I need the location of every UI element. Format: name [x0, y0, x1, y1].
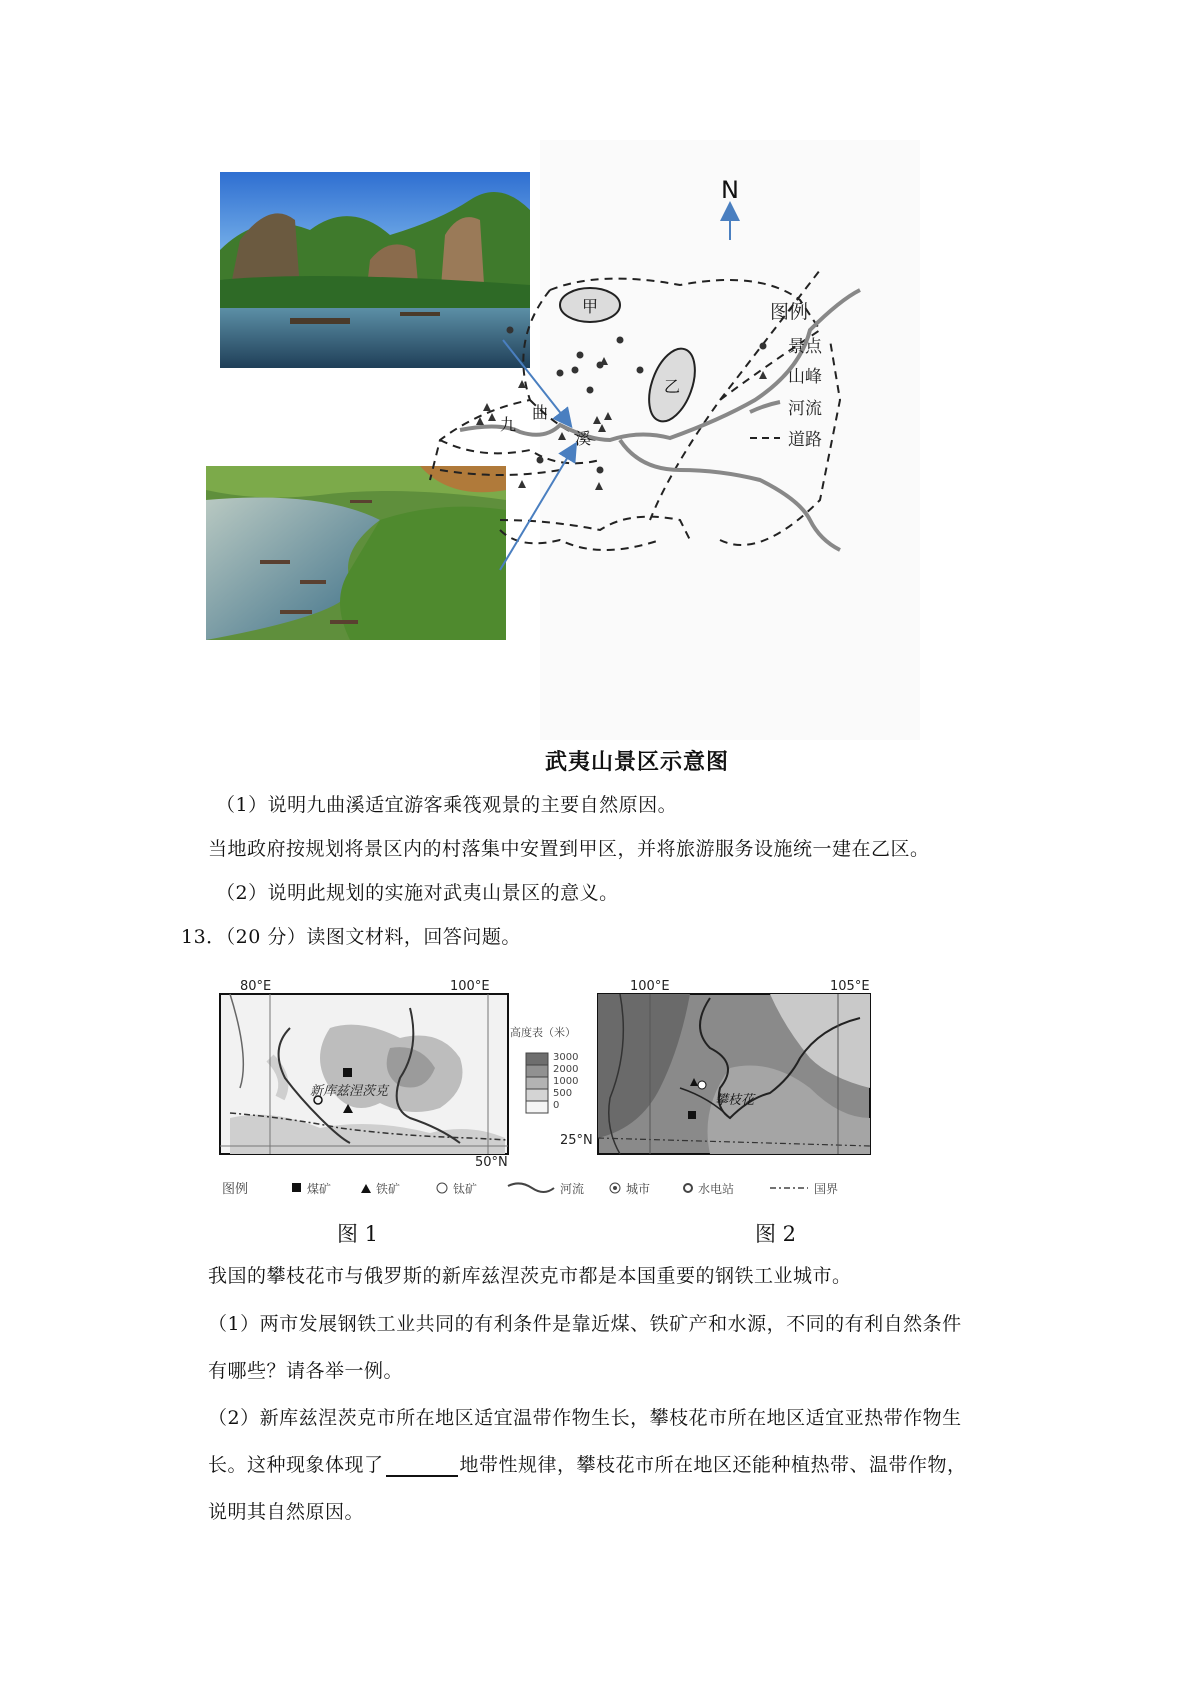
river-char-jiu: 九 [500, 415, 517, 434]
legend-titanium: 钛矿 [453, 1182, 478, 1196]
q13-sub2-line2-end: 地带性规律，攀枝花市所在地区还能种植热带、温带作物， [459, 1454, 967, 1476]
elev-1000: 1000 [553, 1076, 579, 1087]
q13-header: 13．（20 分）读图文材料，回答问题。 [181, 926, 521, 948]
legend-item-spot: 景点 [788, 337, 822, 357]
legend-city: 城市 [626, 1182, 651, 1196]
legend-river: 河流 [560, 1182, 585, 1196]
legend-hydro: 水电站 [698, 1182, 735, 1196]
elev-500: 500 [553, 1088, 573, 1099]
zone-jia-label: 甲 [581, 297, 599, 316]
map-panzhihua [560, 979, 870, 1154]
elev-0: 0 [553, 1100, 560, 1111]
river-char-xi: 溪 [575, 429, 592, 448]
q12-sub2: （2）说明此规划的实施对武夷山景区的意义。 [216, 882, 619, 904]
legend-iron: 铁矿 [376, 1182, 401, 1196]
answer-blank[interactable] [386, 1457, 458, 1477]
map2-caption: 图 2 [755, 1222, 797, 1246]
legend-coal: 煤矿 [307, 1182, 332, 1196]
map1-lon-left: 80°E [240, 979, 272, 994]
map-novokuznetsk [220, 979, 508, 1170]
map-legend-row [222, 1181, 838, 1197]
legend-item-peak: 山峰 [788, 367, 822, 387]
legend-border: 国界 [814, 1182, 839, 1196]
scenic-spot-legend-icon [760, 343, 767, 350]
steel-cities-figure [210, 968, 920, 1208]
legend-item-river: 河流 [788, 399, 822, 419]
q13-sub2-line1: （2）新库兹涅茨克市所在地区适宜温带作物生长，攀枝花市所在地区适宜亚热带作物生 [208, 1407, 962, 1429]
map1-city-label: 新库兹涅茨克 [310, 1084, 389, 1099]
wuyi-figure [200, 140, 920, 740]
hydropower-icon [684, 1184, 692, 1192]
wuyi-figure-caption: 武夷山景区示意图 [545, 750, 730, 775]
zone-yi-label: 乙 [663, 377, 681, 396]
q13-intro: 我国的攀枝花市与俄罗斯的新库兹涅茨克市都是本国重要的钢铁工业城市。 [208, 1265, 852, 1287]
elev-3000: 3000 [553, 1052, 579, 1063]
elevation-legend [510, 1025, 578, 1113]
q12-statement: 当地政府按规划将景区内的村落集中安置到甲区，并将旅游服务设施统一建在乙区。 [208, 838, 930, 860]
photo-river-rafts [206, 466, 506, 640]
map1-caption: 图 1 [337, 1222, 379, 1246]
iron-mine-icon [361, 1184, 371, 1193]
q13-sub2-line2 [208, 1453, 967, 1477]
titanium-mine-icon [437, 1183, 447, 1193]
q13-sub2-line3: 说明其自然原因。 [208, 1501, 365, 1523]
river-icon [508, 1183, 554, 1192]
q13-sub2-line2-start: 长。这种现象体现了 [208, 1454, 384, 1476]
q13-sub1-line2: 有哪些？请各举一例。 [208, 1360, 404, 1382]
q12-sub1: （1）说明九曲溪适宜游客乘筏观景的主要自然原因。 [216, 794, 678, 816]
map-legend-title: 图例 [222, 1182, 249, 1197]
coal-mine-icon [292, 1183, 301, 1192]
legend-title: 图例 [770, 301, 809, 323]
elev-2000: 2000 [553, 1064, 579, 1075]
north-label: N [721, 176, 739, 204]
map2-lat: 25°N [560, 1133, 593, 1148]
map2-lon-right: 105°E [830, 979, 870, 994]
elevation-legend-title: 高度表（米） [510, 1026, 576, 1039]
map2-lon-left: 100°E [630, 979, 670, 994]
map2-city-label: 攀枝花 [715, 1093, 755, 1108]
photo-river-cliffs [220, 172, 530, 368]
map1-lon-right: 100°E [450, 979, 490, 994]
river-char-qu: 曲 [532, 403, 549, 422]
map1-lat: 50°N [475, 1155, 508, 1170]
legend-item-road: 道路 [788, 430, 822, 450]
q13-sub1-line1: （1）两市发展钢铁工业共同的有利条件是靠近煤、铁矿产和水源，不同的有利自然条件 [208, 1313, 962, 1335]
